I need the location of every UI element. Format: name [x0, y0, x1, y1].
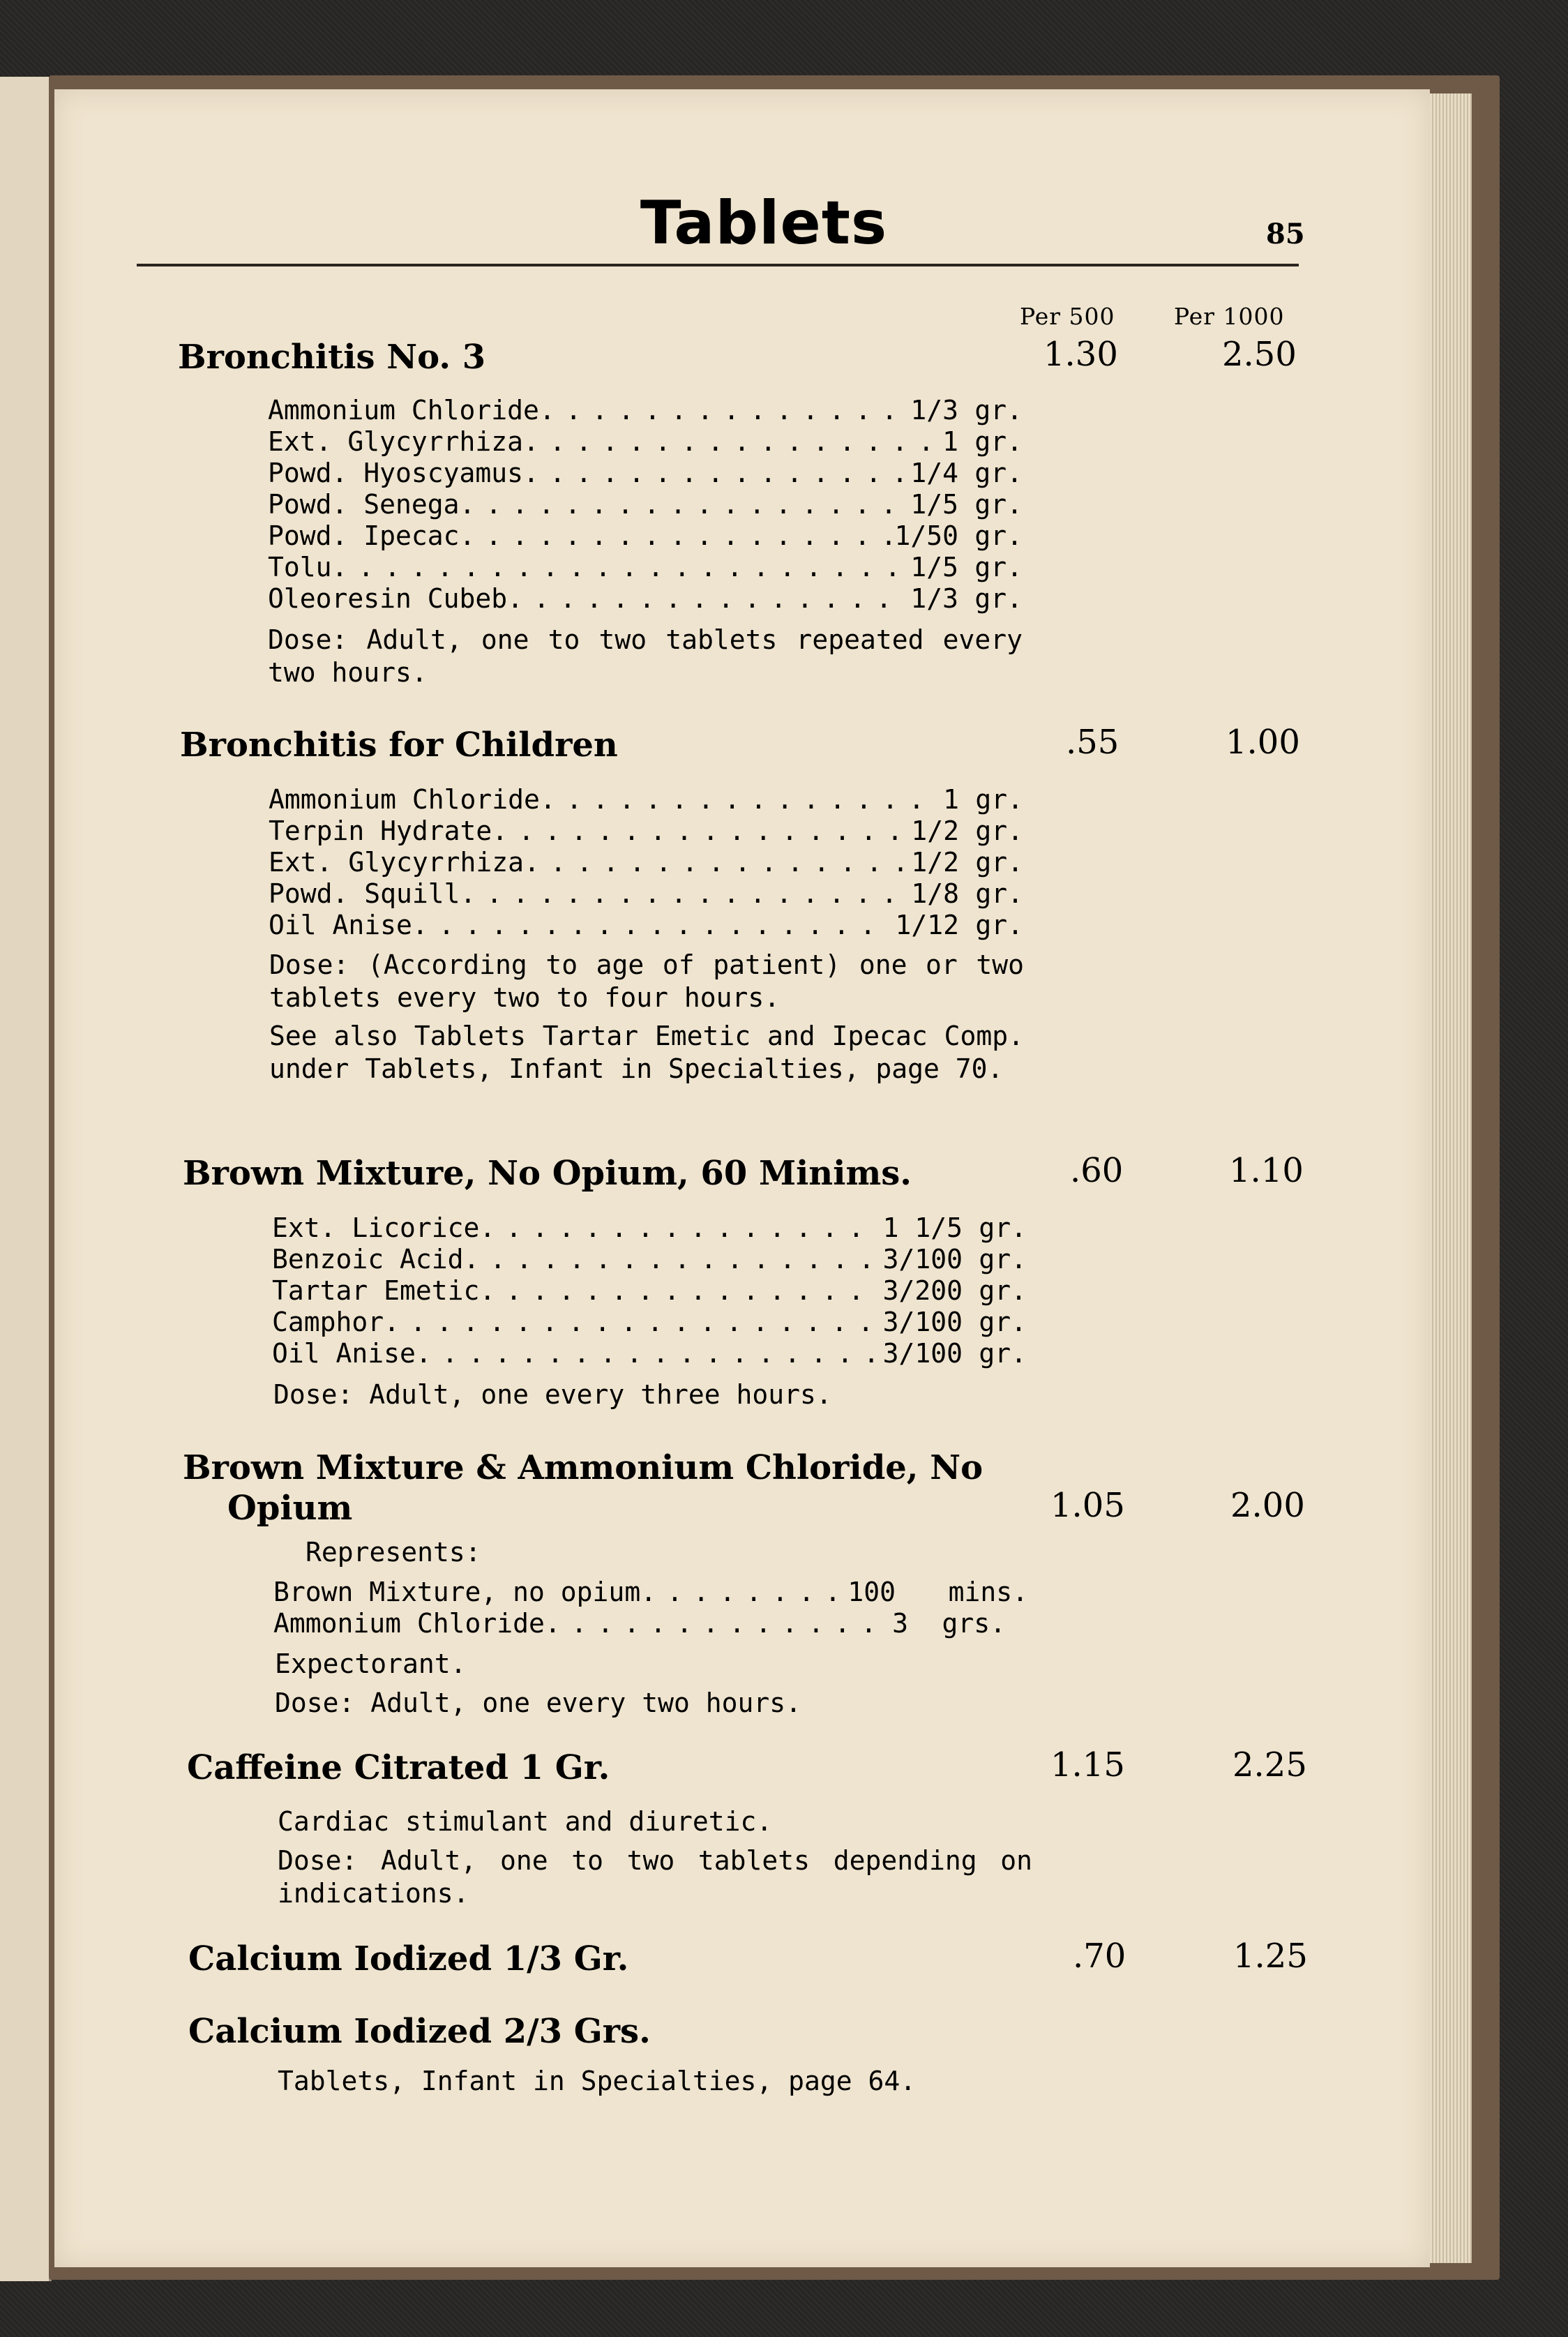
ingredient-quantity: 1/5	[910, 489, 958, 520]
ingredient-row	[268, 552, 1023, 583]
ingredient-unit: gr.	[975, 910, 1023, 940]
dot-leader	[460, 520, 892, 551]
price-per-1000: 1.00	[1226, 723, 1300, 762]
ingredient-row	[272, 1338, 1027, 1369]
column-header-per-500: Per 500	[1020, 303, 1115, 330]
ingredient-quantity: 3/100	[882, 1338, 963, 1369]
ingredient-unit: gr.	[974, 426, 1023, 457]
ingredient-name: Ammonium Chloride	[269, 784, 540, 815]
entry-title-line-1: Brown Mixture & Ammonium Chloride, No	[183, 1448, 983, 1487]
entry-title: Brown Mixture, No Opium, 60 Minims.	[183, 1154, 912, 1193]
ingredient-name: Oleoresin Cubeb	[268, 583, 508, 614]
price-per-500: .60	[1070, 1151, 1124, 1190]
ingredient-row	[273, 1577, 1028, 1608]
ingredient-quantity: 1 1/5	[882, 1212, 963, 1243]
ingredient-unit: mins.	[948, 1577, 1028, 1607]
ingredient-list	[272, 1212, 1027, 1369]
ingredient-row	[272, 1212, 1027, 1244]
ingredient-quantity: 1	[942, 426, 958, 457]
ingredient-unit: gr.	[974, 395, 1023, 426]
ingredient-unit: gr.	[974, 520, 1023, 551]
dot-leader	[507, 583, 907, 614]
ingredient-row	[268, 395, 1023, 426]
page-title: Tablets	[640, 188, 888, 258]
ingredient-quantity: 1/2	[911, 847, 959, 878]
ingredient-unit: gr.	[979, 1212, 1027, 1243]
dot-leader	[464, 1244, 880, 1275]
column-header-per-1000: Per 1000	[1174, 303, 1285, 330]
ingredient-list	[269, 784, 1023, 941]
ingredient-row	[268, 426, 1023, 458]
ingredient-unit: gr.	[974, 583, 1023, 614]
dot-leader	[523, 458, 907, 488]
ingredient-name: Ext. Licorice	[272, 1212, 480, 1243]
dot-leader	[479, 1275, 880, 1306]
dot-leader	[412, 910, 893, 940]
ingredient-quantity: 1/3	[910, 583, 958, 614]
entry-title: Caffeine Citrated 1 Gr.	[187, 1748, 610, 1787]
ingredient-row	[268, 520, 1023, 552]
entry-title: Calcium Iodized 1/3 Gr.	[188, 1939, 629, 1978]
ingredient-row	[269, 910, 1023, 941]
ingredient-row	[268, 583, 1023, 615]
price-per-500: 1.30	[1043, 335, 1118, 374]
ingredient-list	[268, 395, 1023, 615]
dot-leader	[460, 489, 908, 520]
ingredient-name: Oil Anise	[272, 1338, 416, 1369]
ingredient-row	[273, 1608, 1006, 1639]
ingredient-quantity: 1/12	[895, 910, 959, 940]
ingredient-unit: gr.	[975, 847, 1023, 878]
dot-leader	[492, 816, 908, 846]
reference-note: Tablets, Infant in Specialties, page 64.	[278, 2066, 917, 2096]
page-stack-edge	[1430, 93, 1472, 2263]
dose-note: Dose: Adult, one every three hours.	[273, 1379, 832, 1410]
ingredient-quantity: 1/5	[910, 552, 958, 583]
ingredient-quantity: 1/8	[911, 878, 959, 909]
ingredient-unit: gr.	[974, 458, 1023, 488]
dot-leader	[540, 784, 940, 815]
dot-leader	[545, 1608, 889, 1639]
ingredient-quantity: 1/3	[910, 395, 958, 426]
ingredient-row	[269, 878, 1023, 910]
dose-note: Dose: Adult, one to two tablets depending on indications.	[278, 1845, 1032, 1909]
price-per-1000: 2.25	[1232, 1745, 1307, 1784]
ingredient-unit: gr.	[979, 1244, 1027, 1275]
price-per-500: 1.15	[1050, 1745, 1125, 1784]
ingredient-unit: grs.	[942, 1608, 1006, 1639]
ingredient-name: Powd. Ipecac	[268, 520, 460, 551]
ingredient-name: Oil Anise	[269, 910, 412, 940]
ingredient-name: Ammonium Chloride	[268, 395, 539, 426]
dot-leader	[539, 395, 907, 426]
ingredient-row	[272, 1307, 1027, 1338]
price-per-500: .70	[1073, 1937, 1126, 1976]
dose-note: Dose: Adult, one to two tablets repeated every two hours.	[268, 624, 1023, 688]
price-per-1000: 1.25	[1233, 1937, 1308, 1976]
ingredient-row	[269, 784, 1023, 816]
ingredient-name: Ext. Glycyrrhiza	[268, 426, 524, 457]
ingredient-name: Tolu	[268, 552, 332, 583]
ingredient-row	[269, 847, 1023, 878]
entry-title-line-2: Opium	[227, 1489, 353, 1528]
dose-note: Dose: (According to age of patient) one or two tablets every two to four hours.	[269, 949, 1024, 1013]
ingredient-unit: gr.	[974, 552, 1023, 583]
dose-note: Dose: Adult, one every two hours.	[275, 1688, 801, 1718]
ingredient-unit: gr.	[979, 1307, 1027, 1337]
ingredient-quantity: 1/2	[911, 816, 959, 846]
dot-leader	[384, 1307, 880, 1337]
ingredient-name: Powd. Hyoscyamus	[268, 458, 524, 488]
ingredient-unit: gr.	[979, 1338, 1027, 1369]
ingredient-unit: gr.	[975, 816, 1023, 846]
ingredient-row	[272, 1244, 1027, 1275]
price-per-500: 1.05	[1050, 1486, 1125, 1525]
page-number: 85	[1266, 218, 1305, 250]
ingredient-name: Camphor	[272, 1307, 384, 1337]
dot-leader	[479, 1212, 880, 1243]
indication-note: Expectorant.	[275, 1648, 467, 1679]
ingredient-name: Powd. Squill	[269, 878, 460, 909]
entry-title: Bronchitis No. 3	[178, 338, 486, 377]
ingredient-unit: gr.	[975, 784, 1023, 815]
represents-label: Represents:	[306, 1537, 481, 1568]
ingredient-row	[272, 1275, 1027, 1307]
ingredient-quantity: 1	[943, 784, 959, 815]
price-per-1000: 1.10	[1229, 1151, 1304, 1190]
ingredient-name: Powd. Senega	[268, 489, 460, 520]
dot-leader	[524, 847, 908, 878]
see-also-note: See also Tablets Tartar Emetic and Ipecac Comp. under Tablets, Infant in Specialties, page 70.	[269, 1021, 1024, 1084]
ingredient-quantity: 3/100	[882, 1307, 963, 1337]
ingredient-unit: gr.	[979, 1275, 1027, 1306]
dot-leader	[523, 426, 940, 457]
price-per-1000: 2.50	[1222, 335, 1297, 374]
entry-title: Bronchitis for Children	[180, 726, 618, 765]
ingredient-name: Terpin Hydrate	[269, 816, 492, 846]
price-per-500: .55	[1066, 723, 1120, 762]
entry-title: Calcium Iodized 2/3 Grs.	[188, 2012, 651, 2051]
ingredient-name: Ammonium Chloride	[273, 1608, 545, 1639]
ingredient-quantity: 3/200	[882, 1275, 963, 1306]
ingredient-unit: gr.	[975, 878, 1023, 909]
header-rule	[137, 264, 1299, 266]
dot-leader	[416, 1338, 880, 1369]
indication-note: Cardiac stimulant and diuretic.	[278, 1806, 773, 1837]
ingredient-name: Tartar Emetic	[272, 1275, 480, 1306]
ingredient-quantity: 3	[892, 1608, 908, 1639]
ingredient-name: Ext. Glycyrrhiza	[269, 847, 525, 878]
dot-leader	[332, 552, 908, 583]
ingredient-row	[268, 458, 1023, 489]
dot-leader	[460, 878, 909, 909]
ingredient-name: Benzoic Acid	[272, 1244, 464, 1275]
price-per-1000: 2.00	[1230, 1486, 1305, 1525]
ingredient-unit: gr.	[974, 489, 1023, 520]
ingredient-row	[268, 489, 1023, 520]
ingredient-list	[273, 1577, 1028, 1639]
ingredient-quantity: 1/50	[894, 520, 958, 551]
ingredient-quantity: 100	[847, 1577, 896, 1607]
ingredient-row	[269, 816, 1023, 847]
ingredient-quantity: 1/4	[910, 458, 958, 488]
ingredient-quantity: 3/100	[882, 1244, 963, 1275]
dot-leader	[640, 1577, 845, 1607]
previous-page-edge	[0, 77, 52, 2281]
ingredient-name: Brown Mixture, no opium	[273, 1577, 641, 1607]
